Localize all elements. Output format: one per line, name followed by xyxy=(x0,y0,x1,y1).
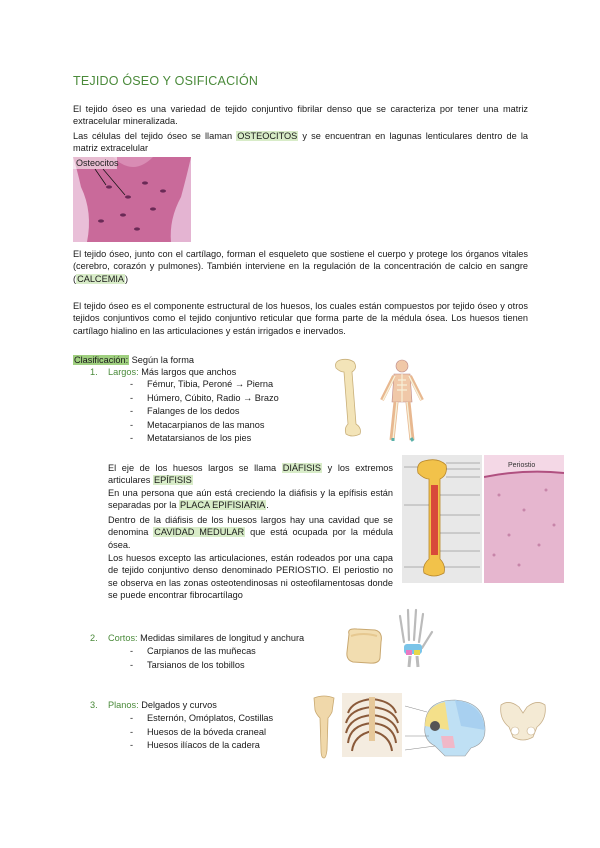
highlight-cavidad: CAVIDAD MEDULAR xyxy=(154,527,245,538)
ribcage-image xyxy=(342,693,402,757)
clasificacion-label: Clasificación: xyxy=(74,355,129,365)
pelvis-image xyxy=(497,697,549,747)
cortos-name: Cortos: xyxy=(108,633,138,643)
periostio-label: Periostio xyxy=(508,462,536,469)
text-span: Según la forma xyxy=(129,355,194,365)
skull-image xyxy=(405,696,491,758)
highlight-diafisis: DIÁFISIS xyxy=(282,463,321,473)
sternum-image xyxy=(310,694,338,760)
list-item: - Huesos de la bóveda craneal xyxy=(130,726,273,740)
text-span: Medidas similares de longitud y anchura xyxy=(137,633,305,643)
text-span: y los extremos articulares xyxy=(108,463,393,486)
highlight-calcemia: CALCEMIA xyxy=(77,273,125,284)
highlight-osteocitos: OSTEOCITOS xyxy=(237,131,298,141)
cortos-number: 2. xyxy=(90,633,98,643)
largos-paragraph-4: Los huesos excepto las articulaciones, están rodeados por una capa de tejido conjuntivo denso denominado PERIOSTIO. El periostio no se observa en las zonas osteotendinosas ni osteofilamentosas donde se puede encontrar fibrocartílago xyxy=(108,553,393,600)
list-item: - Húmero, Cúbito, Radio → Brazo xyxy=(130,392,279,406)
text-span: que está ocupada por la médula ósea. xyxy=(108,527,393,550)
list-item: - Esternón, Omóplatos, Costillas xyxy=(130,712,273,726)
hand-bones-image xyxy=(392,606,434,668)
planos-heading xyxy=(108,700,217,710)
list-item: - Metacarpianos de las manos xyxy=(130,419,279,433)
largos-paragraph-2 xyxy=(108,487,393,512)
text-span: Más largos que anchos xyxy=(138,367,237,377)
osteocitos-micrograph xyxy=(73,157,191,242)
text-span: Delgados y curvos xyxy=(138,700,217,710)
osteocitos-label: Osteocitos xyxy=(76,158,119,168)
largos-heading xyxy=(108,367,236,377)
short-bone-image xyxy=(343,626,385,666)
planos-list xyxy=(130,712,273,753)
text-span: El tejido óseo, junto con el cartílago, forman el esqueleto que sostiene el cuerpo y protege los órganos vitales (cerebro, corazón y pulmones). También interviene en la regulación de la concentración de calcio en sangre ( xyxy=(73,249,528,284)
largos-name: Largos: xyxy=(108,367,139,377)
largos-paragraph-3 xyxy=(108,514,393,551)
intro-paragraph-1: El tejido óseo es una variedad de tejido conjuntivo fibrilar denso que se caracteriza por tener una matriz extracelular mineralizada. xyxy=(73,104,528,127)
planos-number: 3. xyxy=(90,700,98,710)
periostio-micrograph xyxy=(484,455,564,583)
highlight-epifisis: EPÍFISIS xyxy=(153,475,192,486)
intro-paragraph-4: El tejido óseo es el componente estructural de los huesos, los cuales están compuestos por tejido óseo y otros tejidos conjuntivos como el tejido conjuntivo reticular que forma parte de la médula ósea. Los huesos tienen cartílago hialino en las articulaciones y están irrigados e inervados. xyxy=(73,301,528,336)
cortos-list xyxy=(130,645,256,672)
largos-number: 1. xyxy=(90,367,98,377)
clasificacion-heading xyxy=(73,354,528,366)
text-span: En una persona que aún está creciendo la diáfisis y la epífisis están separadas por la xyxy=(108,488,393,511)
text-span: ) xyxy=(125,273,129,284)
list-item: - Tarsianos de los tobillos xyxy=(130,659,256,673)
text-span: . xyxy=(266,500,269,511)
text-span: Las células del tejido óseo se llaman xyxy=(73,131,237,141)
text-span: Dentro de la diáfisis de los huesos largos hay una cavidad que se denomina xyxy=(108,515,393,538)
femur-image xyxy=(330,358,365,440)
planos-name: Planos: xyxy=(108,700,139,710)
list-item: - Carpianos de las muñecas xyxy=(130,645,256,659)
list-item: - Fémur, Tibia, Peroné → Pierna xyxy=(130,378,279,392)
cortos-heading xyxy=(108,633,304,643)
intro-paragraph-2 xyxy=(73,130,528,155)
long-bone-diagram xyxy=(402,455,482,583)
text-span: y se encuentran en lagunas lenticulares dentro de la matriz extracelular xyxy=(73,131,528,154)
page-title: TEJIDO ÓSEO Y OSIFICACIÓN xyxy=(73,74,259,88)
skeleton-body-image xyxy=(372,358,432,442)
largos-paragraph-1 xyxy=(108,462,393,487)
list-item: - Huesos ilíacos de la cadera xyxy=(130,739,273,753)
highlight-placa: PLACA EPIFISIARIA xyxy=(180,500,266,511)
list-item: - Falanges de los dedos xyxy=(130,405,279,419)
text-span: El eje de los huesos largos se llama xyxy=(108,463,282,473)
largos-list xyxy=(130,378,279,446)
list-item: - Metatarsianos de los pies xyxy=(130,432,279,446)
intro-paragraph-3 xyxy=(73,248,528,285)
